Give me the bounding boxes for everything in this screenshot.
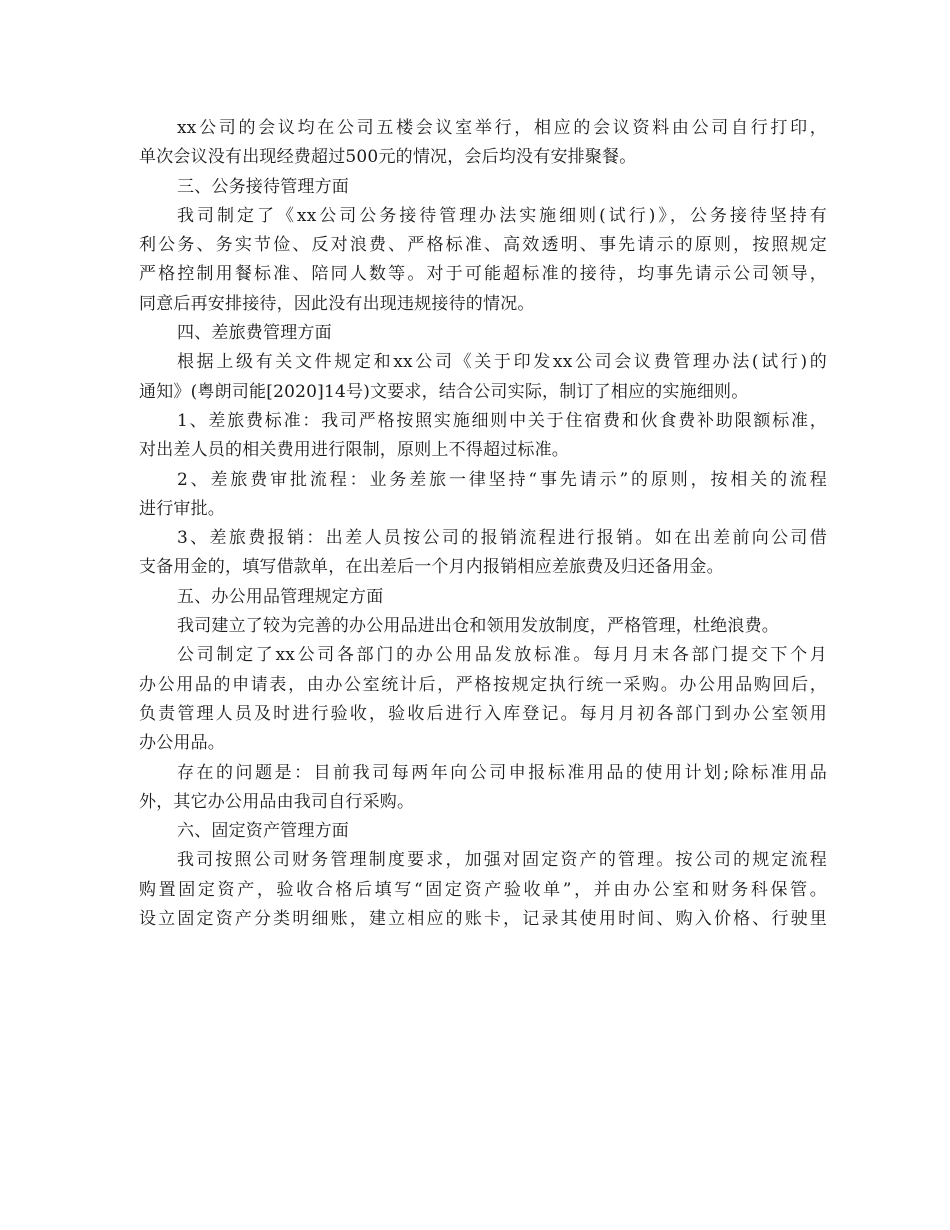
- text-line: 根据上级有关文件规定和xx公司《关于印发xx公司会议费管理办法(试行)的: [177, 352, 827, 373]
- text-line: 我司按照公司财务管理制度要求，加强对固定资产的管理。按公司的规定流程: [177, 850, 827, 871]
- text-line: 公司制定了xx公司各部门的办公用品发放标准。每月月末各部门提交下个月: [177, 645, 827, 666]
- text-line: 办公用品。: [139, 733, 225, 754]
- text-line: 四、差旅费管理方面: [177, 323, 332, 344]
- text-line: 负责管理人员及时进行验收，验收后进行入库登记。每月月初各部门到办公室领用: [139, 703, 827, 724]
- text-line: 单次会议没有出现经费超过500元的情况，会后均没有安排聚餐。: [139, 147, 637, 168]
- text-line: 通知》(粤朗司能[2020]14号)文要求，结合公司实际，制订了相应的实施细则。: [139, 381, 749, 402]
- text-line: 2、差旅费审批流程：业务差旅一律坚持“事先请示”的原则，按相关的流程: [177, 469, 827, 490]
- text-line: 利公务、务实节俭、反对浪费、严格标准、高效透明、事先请示的原则，按照规定: [139, 235, 827, 256]
- text-line: 购置固定资产，验收合格后填写“固定资产验收单”，并由办公室和财务科保管。: [139, 879, 827, 900]
- text-line: 我司建立了较为完善的办公用品进出仓和领用发放制度，严格管理，杜绝浪费。: [177, 616, 779, 637]
- document-body: [139, 114, 827, 934]
- text-line: 三、公务接待管理方面: [177, 176, 349, 197]
- text-line: 我司制定了《xx公司公务接待管理办法实施细则(试行)》，公务接待坚持有: [177, 205, 827, 226]
- text-line: 办公用品的申请表，由办公室统计后，严格按规定执行统一采购。办公用品购回后，: [139, 674, 827, 695]
- text-line: 五、办公用品管理规定方面: [177, 586, 384, 607]
- text-line: xx公司的会议均在公司五楼会议室举行，相应的会议资料由公司自行打印，: [177, 118, 827, 138]
- text-line: 3、差旅费报销：出差人员按公司的报销流程进行报销。如在出差前向公司借: [177, 528, 827, 549]
- text-line: 严格控制用餐标准、陪同人数等。对于可能超标准的接待，均事先请示公司领导，: [139, 264, 827, 285]
- text-line: 支备用金的，填写借款单，在出差后一个月内报销相应差旅费及归还备用金。: [139, 557, 724, 578]
- text-line: 存在的问题是：目前我司每两年向公司申报标准用品的使用计划;除标准用品: [177, 762, 827, 783]
- text-line: 对出差人员的相关费用进行限制，原则上不得超过标准。: [139, 440, 569, 461]
- text-line: 外，其它办公用品由我司自行采购。: [139, 791, 415, 812]
- text-line: 1、差旅费标准：我司严格按照实施细则中关于住宿费和伙食费补助限额标准，: [177, 410, 827, 431]
- text-line: 六、固定资产管理方面: [177, 821, 349, 842]
- text-line: 同意后再安排接待，因此没有出现违规接待的情况。: [139, 293, 535, 314]
- text-line: 进行审批。: [139, 498, 225, 519]
- text-line: 设立固定资产分类明细账，建立相应的账卡，记录其使用时间、购入价格、行驶里: [139, 909, 827, 930]
